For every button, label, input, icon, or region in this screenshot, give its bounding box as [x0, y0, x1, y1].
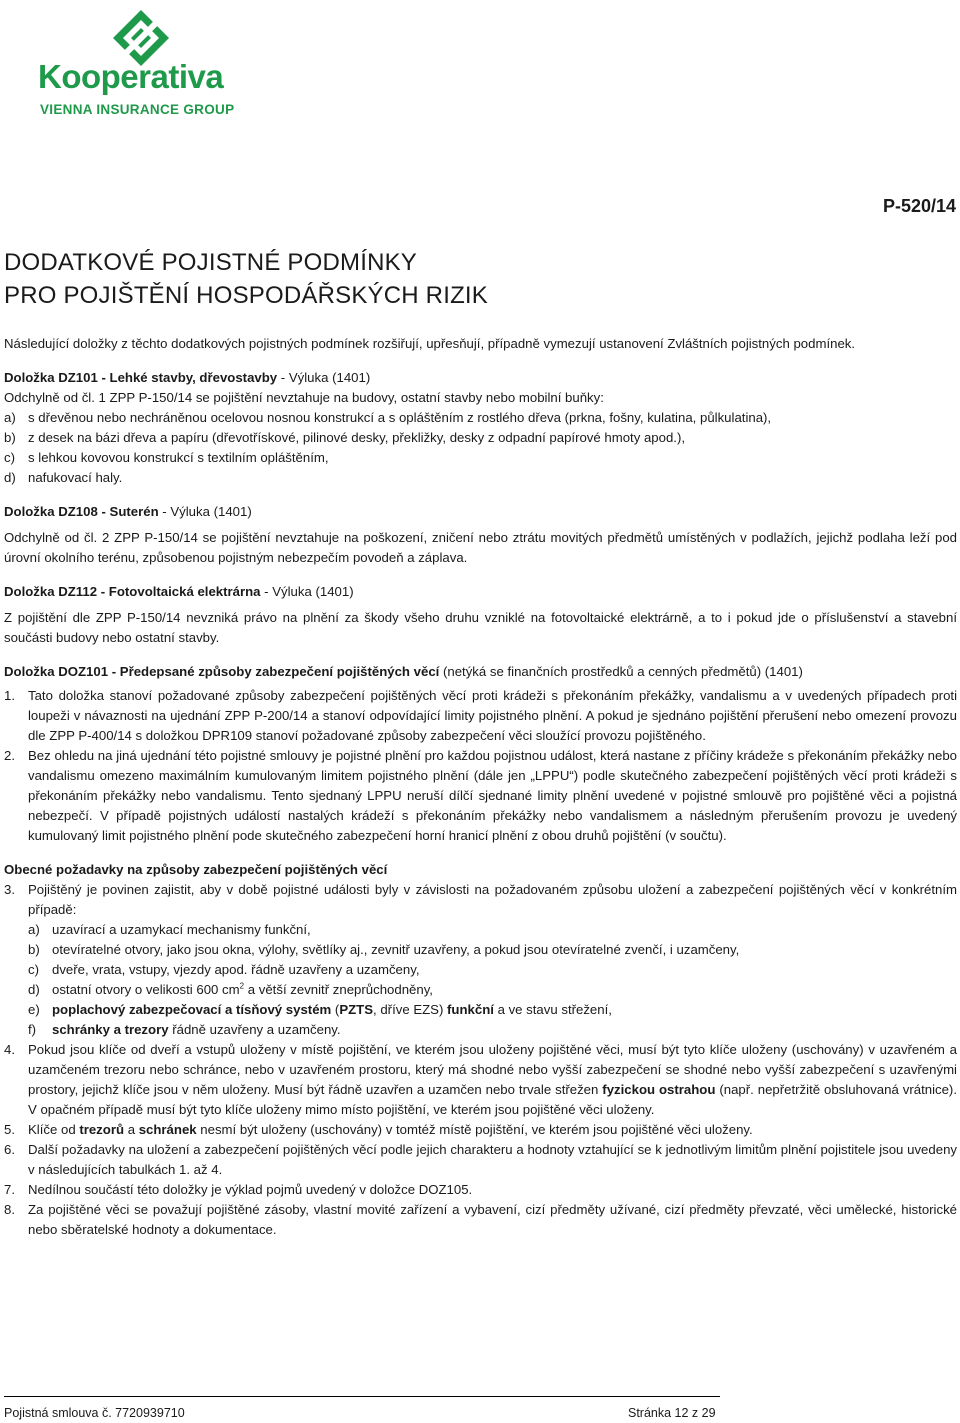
numbered-point: 1. Tato doložka stanoví požadované způsoby zabezpečení pojištěných věcí proti krádeži s překonáním překážky, vandalismu a v uvedených případech proti loupeži v návaznosti na ujednání ZPP P-200/14 a stanoví odpovídající limity pojistného plnění. A pokud je sjednáno pojištění přerušení nebo omezení provozu dle ZPP P-400/14 s doložkou DPR109 stanoví požadované způsoby zabezpečení věci sloužící provozu pojištěného.	[4, 688, 957, 743]
logo-wordmark: Kooperativa	[38, 58, 224, 95]
list-item: b) otevíratelné otvory, jako jsou okna, výlohy, světlíky aj., zevnitř uzavřeny, a pokud jsou otevíratelné zvenčí, i uzamčeny,	[28, 942, 740, 957]
page-title	[4, 246, 488, 312]
numbered-point: 6. Další požadavky na uložení a zabezpečení pojištěných věcí podle jejich charakteru a hodnoty vztahující se k jednotlivým limitům plnění pojistitele jsou uvedeny v následujících tabulkách 1. až 4.	[4, 1142, 957, 1177]
title-line-1: DODATKOVÉ POJISTNÉ PODMÍNKY	[4, 249, 418, 276]
numbered-point: 4. Pokud jsou klíče od dveří a vstupů uloženy v místě pojištění, ve kterém jsou uloženy pojištěné věci, musí být tyto klíče uloženy (uschovány) v uzavřeném a uzamčeném trezoru nebo schránce, nebo v uzavřeném prostoru, který má shodné nebo vyšší zabezpečení se shodné nebo vyšší zabezpečení s uzavřenými prostory, jejichž klíče jsou v něm uloženy. Musí být řádně uzavřen a uzamčen nebo trvale střežen fyzickou ostrahou (např. nepřetržitě obsluhovaná vrátnice). V opačném případě musí být tyto klíče uloženy mimo místo pojištění, ve kterém jsou pojištěné věci uloženy.	[4, 1042, 957, 1117]
list-item: c) s lehkou kovovou konstrukcí s textilním opláštěním,	[4, 450, 329, 465]
list-item: e) poplachový zabezpečovací a tísňový systém (PZTS, dříve EZS) funkční a ve stavu střežení,	[28, 1002, 612, 1017]
clause-text-dz101: Odchylně od čl. 1 ZPP P-150/14 se pojištění nevztahuje na budovy, ostatní stavby nebo mobilní buňky:	[4, 390, 604, 405]
document-code: P-520/14	[882, 196, 956, 216]
logo-tagline: VIENNA INSURANCE GROUP	[40, 102, 235, 117]
numbered-point: 5. Klíče od trezorů a schránek nesmí být uloženy (uschovány) v tomtéž místě pojištění, ve kterém jsou pojištěné věci uloženy.	[4, 1122, 753, 1137]
footer-contract-number: Pojistná smlouva č. 7720939710	[4, 1406, 185, 1420]
numbered-point: 3. Pojištěný je povinen zajistit, aby v době pojistné události byly v závislosti na požadovaném způsobu uložení a zabezpečení pojištěných věcí v konkrétním případě:	[4, 882, 957, 917]
clause-heading-dz108: Doložka DZ108 - Suterén - Výluka (1401)	[4, 504, 252, 519]
clause-heading-dz101: Doložka DZ101 - Lehké stavby, dřevostavby - Výluka (1401)	[4, 370, 371, 385]
general-requirements-heading: Obecné požadavky na způsoby zabezpečení pojištěných věcí	[4, 862, 388, 877]
clause-text-dz112: Z pojištění dle ZPP P-150/14 nevzniká právo na plnění za škody všeho druhu vzniklé na fotovoltaické elektrárně, a to i pokud jde o příslušenství a stavební součásti budovy nebo ostatní stavby.	[4, 610, 957, 645]
numbered-point: 2. Bez ohledu na jiná ujednání této pojistné smlouvy je pojistné plnění pro každou pojistnou událost, která nastane z příčiny krádeže s překonáním překážky nebo vandalismu omezeno maximálním kumulovaným limitem pojistného plnění (dále jen „LPPU“) podle skutečného zabezpečení pojištěných věcí proti krádeži s překonáním překážky nebo vandalismu. Tento sjednaný LPPU neruší dílčí sjednané limity plnění uvedené v pojistné smlouvě pro pojištěné věci a pojistná nebezpečí. V případě pojistných událostí nastalých krádeží s překonáním překážky nebo vandalismem a následným přerušením provozu je uvedený kumulovaný limit pojistného plnění pode skutečného zabezpečení horní hranicí plnění z obou druhů pojištění (v součtu).	[4, 748, 957, 843]
numbered-point: 7. Nedílnou součástí této doložky je výklad pojmů uvedený v doložce DOZ105.	[4, 1182, 473, 1197]
title-line-2: PRO POJIŠTĚNÍ HOSPODÁŘSKÝCH RIZIK	[4, 282, 489, 309]
footer-page-number: Stránka 12 z 29	[628, 1406, 716, 1420]
clause-heading-dz112: Doložka DZ112 - Fotovoltaická elektrárna - Výluka (1401)	[4, 584, 354, 599]
list-item: a) s dřevěnou nebo nechráněnou ocelovou nosnou konstrukcí a s opláštěním z rostlého dřeva (prkna, fošny, kulatina, půlkulatina),	[4, 410, 772, 425]
list-item: f) schránky a trezory řádně uzavřeny a uzamčeny.	[28, 1022, 341, 1037]
intro-paragraph: Následující doložky z těchto dodatkových pojistných podmínek rozšiřují, upřesňují, případně vymezují ustanovení Zvláštních pojistných podmínek.	[4, 336, 856, 351]
clause-heading-doz101: Doložka DOZ101 - Předepsané způsoby zabezpečení pojištěných věcí (netýká se finančních prostředků a cenných předmětů) (1401)	[4, 664, 803, 679]
document-body	[4, 334, 957, 1240]
list-item: d) nafukovací haly.	[4, 470, 123, 485]
numbered-point: 8. Za pojištěné věci se považují pojištěné zásoby, vlastní movité zařízení a vybavení, cizí předměty užívané, cizí předměty převzaté, věci umělecké, historické nebo sběratelské hodnoty a dokumentace.	[4, 1202, 957, 1237]
list-item: d) ostatní otvory o velikosti 600 $cm^2$ a větší zevnitř zneprůchodněny,	[28, 981, 433, 997]
clause-text-dz108: Odchylně od čl. 2 ZPP P-150/14 se pojištění nevztahuje na poškození, zničení nebo ztrátu movitých předmětů umístěných v podlažích, jejichž podlaha leží pod úrovní okolního terénu, způsobenou pojistným nebezpečím povodeň a záplava.	[4, 530, 957, 565]
list-item: a) uzavírací a uzamykací mechanismy funkční,	[28, 922, 311, 937]
list-item: b) z desek na bázi dřeva a papíru (dřevotřískové, pilinové desky, překližky, desky z odpadní papírové hmoty apod.),	[4, 430, 686, 445]
list-item: c) dveře, vrata, vstupy, vjezdy apod. řádně uzavřeny a uzamčeny,	[28, 962, 420, 977]
